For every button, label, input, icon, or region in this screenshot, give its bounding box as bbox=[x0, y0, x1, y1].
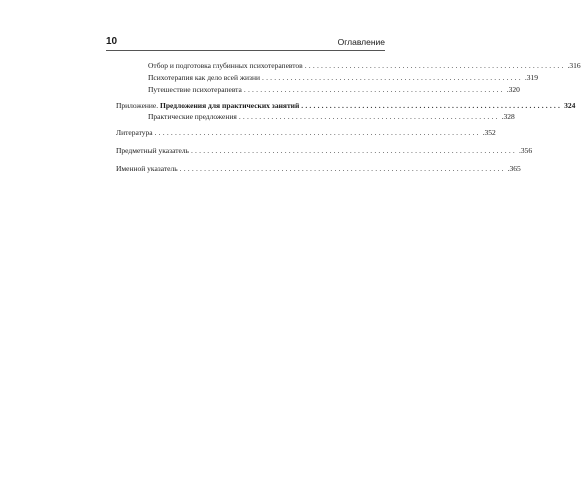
toc-entry bbox=[148, 84, 520, 96]
toc-entry bbox=[148, 72, 538, 84]
toc-entry-title: Путешествие психотерапевта bbox=[148, 85, 242, 94]
toc-entry-title: Практические предложения bbox=[148, 112, 237, 121]
toc-entry-page: .316 bbox=[567, 61, 581, 70]
toc-entry-title: Именной указатель bbox=[116, 164, 178, 173]
toc-entry bbox=[148, 111, 515, 123]
toc-entry-page: .328 bbox=[501, 112, 515, 121]
dot-leader: ................................................................ bbox=[238, 112, 500, 121]
dot-leader: ................................................................................ bbox=[154, 128, 481, 137]
dot-leader: ................................................................................ bbox=[190, 146, 517, 155]
toc-entry-page: 324 bbox=[564, 101, 576, 110]
toc-entry-title: Предметный указатель bbox=[116, 146, 189, 155]
dot-leader: ................................................................ bbox=[304, 61, 566, 70]
dot-leader: ................................................................ bbox=[262, 73, 523, 82]
toc-entry bbox=[116, 163, 521, 175]
toc-entry-title: Отбор и подготовка глубинных психотерапевтов bbox=[148, 61, 303, 70]
toc-entry bbox=[148, 60, 581, 72]
dot-leader: ................................................................ bbox=[243, 85, 505, 94]
toc-entry-title: Литература bbox=[116, 128, 153, 137]
toc-entry-page: .365 bbox=[507, 164, 521, 173]
dot-leader: ................................................................ bbox=[301, 101, 563, 110]
toc-entry-page: .319 bbox=[524, 73, 538, 82]
toc-entry bbox=[116, 127, 496, 139]
toc-entry-title: Психотерапия как дело всей жизни bbox=[148, 73, 261, 82]
toc-entry bbox=[116, 145, 533, 157]
toc-entry-prefix: Приложение. bbox=[116, 101, 159, 110]
toc-entry-page: .356 bbox=[518, 146, 533, 155]
toc-entry-page: .320 bbox=[506, 85, 520, 94]
toc-entry-page: .352 bbox=[482, 128, 496, 137]
page-number: 10 bbox=[106, 36, 118, 47]
toc-entry-bold-title: Предложения для практических занятий bbox=[160, 101, 300, 110]
section-title: Оглавление bbox=[337, 37, 385, 47]
dot-leader: ................................................................................ bbox=[179, 164, 506, 173]
